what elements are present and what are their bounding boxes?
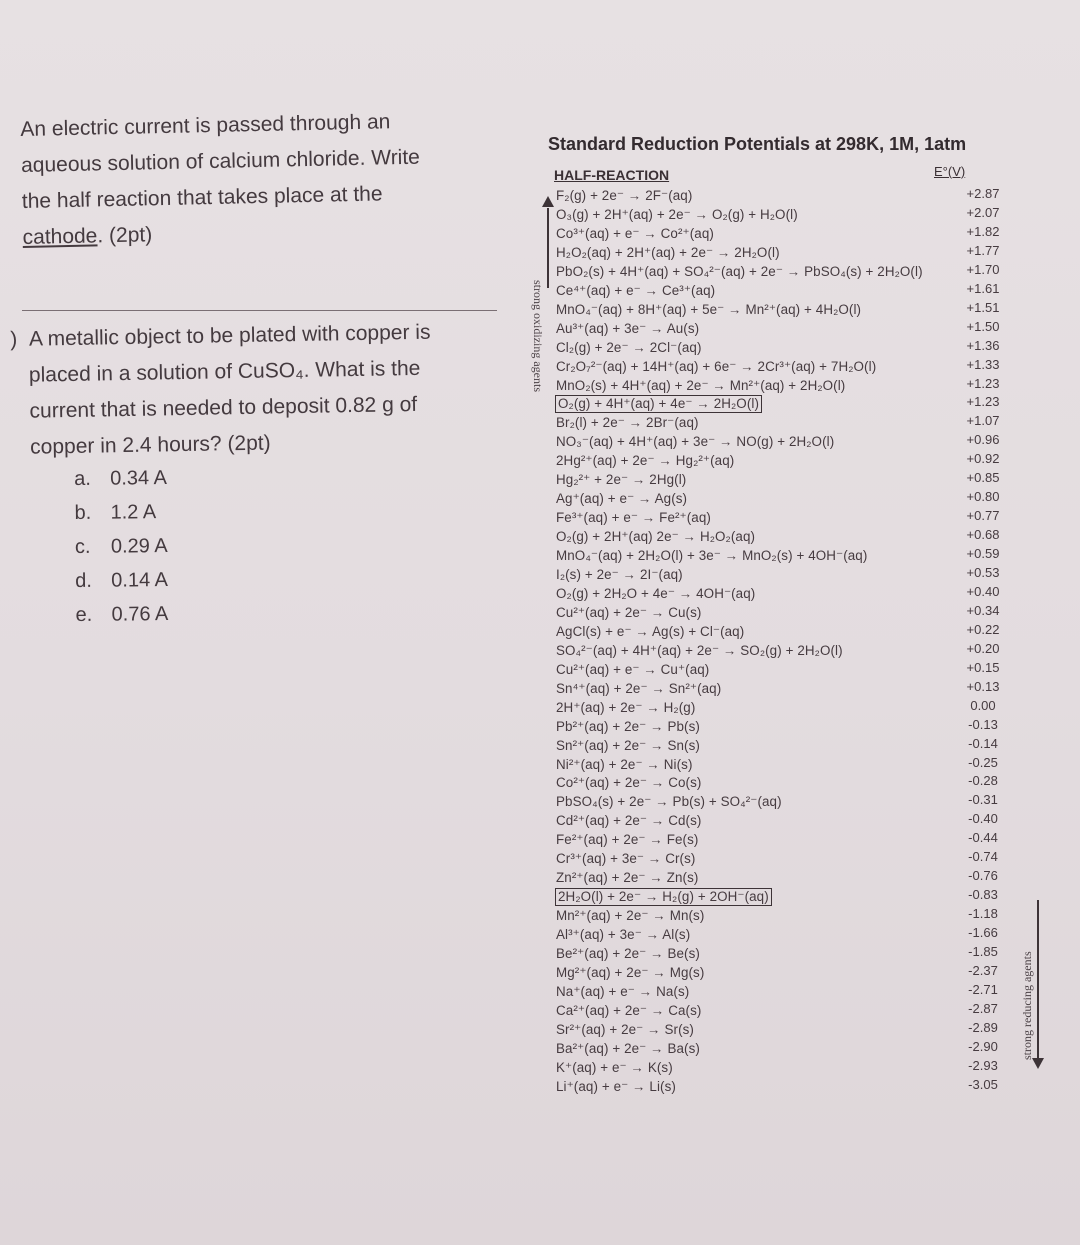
potential-value: +0.92: [966, 451, 1000, 467]
question-2-line: current that is needed to deposit 0.82 g of: [29, 392, 418, 423]
half-reaction: 2H₂O(l) + 2e⁻ → H₂(g) + 2OH⁻(aq): [558, 889, 769, 905]
half-reaction: O₃(g) + 2H⁺(aq) + 2e⁻ → O₂(g) + H₂O(l): [556, 206, 798, 222]
half-reaction: Co²⁺(aq) + 2e⁻ → Co(s): [556, 775, 702, 791]
potential-value: -2.87: [968, 1000, 998, 1016]
potential-value: -2.37: [968, 962, 998, 978]
half-reaction: Au³⁺(aq) + 3e⁻ → Au(s): [556, 320, 700, 336]
half-reaction: K⁺(aq) + e⁻ → K(s): [556, 1059, 673, 1075]
half-reaction: Pb²⁺(aq) + 2e⁻ → Pb(s): [556, 718, 700, 734]
potential-value: -0.40: [968, 811, 998, 827]
potential-value: -0.74: [968, 849, 998, 865]
potential-value: +1.70: [966, 261, 1000, 277]
option-letter: a.: [74, 467, 91, 490]
option-letter: b.: [74, 501, 92, 524]
oxidizing-arrow-line: [547, 208, 549, 288]
potential-value: -0.31: [968, 792, 998, 808]
potential-value: -2.90: [968, 1038, 998, 1054]
half-reaction: O₂(g) + 2H⁺(aq) 2e⁻ → H₂O₂(aq): [556, 529, 756, 545]
potential-value: +1.07: [966, 413, 1000, 429]
half-reaction: MnO₄⁻(aq) + 2H₂O(l) + 3e⁻ → MnO₂(s) + 4OH⁻(aq): [556, 548, 868, 564]
reduction-potential-table: [548, 120, 1018, 1110]
potential-value: +1.23: [966, 394, 1000, 410]
points-label: . (2pt): [97, 223, 153, 248]
potential-value: -1.18: [968, 906, 998, 922]
half-reaction: AgCl(s) + e⁻ → Ag(s) + Cl⁻(aq): [556, 623, 745, 639]
potential-value: +0.13: [966, 678, 1000, 694]
potential-value: +2.07: [966, 204, 1000, 220]
option-letter: e.: [75, 603, 93, 626]
potential-value: -3.05: [968, 1076, 998, 1092]
potential-value: +2.87: [966, 186, 1000, 201]
half-reaction: H₂O₂(aq) + 2H⁺(aq) + 2e⁻ → 2H₂O(l): [556, 244, 780, 260]
half-reaction: 2H⁺(aq) + 2e⁻ → H₂(g): [556, 699, 696, 715]
half-reaction: Cu²⁺(aq) + e⁻ → Cu⁺(aq): [556, 661, 710, 677]
potential-value: -2.71: [968, 981, 998, 997]
question-1-line: the half reaction that takes place at the: [21, 182, 383, 213]
potential-value: +0.22: [966, 621, 1000, 637]
half-reaction: MnO₄⁻(aq) + 8H⁺(aq) + 5e⁻ → Mn²⁺(aq) + 4H₂O(l): [556, 301, 862, 317]
cathode-word: cathode: [22, 224, 98, 249]
potential-value: +1.61: [966, 280, 1000, 296]
potential-value: +0.59: [966, 546, 1000, 562]
potential-value: 0.00: [970, 697, 996, 713]
half-reaction: Ba²⁺(aq) + 2e⁻ → Ba(s): [556, 1040, 700, 1056]
half-reaction: NO₃⁻(aq) + 4H⁺(aq) + 3e⁻ → NO(g) + 2H₂O(l): [556, 434, 835, 450]
answer-options: [74, 461, 168, 632]
potential-value: -1.66: [968, 925, 998, 941]
question-marker: ): [10, 327, 18, 351]
potential-value: +0.20: [966, 640, 1000, 656]
half-reaction: O₂(g) + 4H⁺(aq) + 4e⁻ → 2H₂O(l): [558, 396, 760, 412]
question-1: [20, 102, 503, 256]
potential-value: -0.13: [968, 716, 998, 732]
potential-value: -0.44: [968, 830, 998, 846]
potential-value: -0.14: [968, 735, 998, 751]
half-reaction: Cr₂O₇²⁻(aq) + 14H⁺(aq) + 6e⁻ → 2Cr³⁺(aq) + 7H₂O(l): [556, 358, 877, 374]
option-text: 0.14 A: [111, 569, 169, 592]
potential-value: +0.77: [966, 508, 1000, 524]
potential-value: +0.68: [966, 527, 1000, 543]
potential-value: +1.23: [966, 375, 1000, 391]
potential-value: +1.50: [966, 318, 1000, 334]
half-reaction: Na⁺(aq) + e⁻ → Na(s): [556, 983, 690, 999]
potential-value: +0.96: [966, 432, 1000, 448]
potential-value: +0.80: [966, 489, 1000, 505]
answer-option[interactable]: [75, 529, 168, 564]
half-reaction: Ce⁴⁺(aq) + e⁻ → Ce³⁺(aq): [556, 282, 716, 298]
option-text: 0.76 A: [111, 603, 169, 626]
half-reaction: PbO₂(s) + 4H⁺(aq) + SO₄²⁻(aq) + 2e⁻ → PbSO₄(s) + 2H₂O(l): [556, 263, 923, 279]
half-reaction: Sn²⁺(aq) + 2e⁻ → Sn(s): [556, 737, 700, 753]
half-reaction: Cd²⁺(aq) + 2e⁻ → Cd(s): [556, 813, 702, 829]
potential-value: -2.93: [968, 1057, 998, 1073]
potential-value: +0.34: [966, 602, 1000, 618]
half-reaction: Fe²⁺(aq) + 2e⁻ → Fe(s): [556, 832, 699, 848]
question-2-line: copper in 2.4 hours? (2pt): [29, 431, 271, 459]
half-reaction: Br₂(l) + 2e⁻ → 2Br⁻(aq): [556, 415, 699, 431]
half-reaction: Hg₂²⁺ + 2e⁻ → 2Hg(l): [556, 472, 687, 488]
potential-value: +1.51: [966, 299, 1000, 315]
half-reaction: Be²⁺(aq) + 2e⁻ → Be(s): [556, 946, 700, 961]
option-letter: c.: [74, 535, 91, 558]
answer-option[interactable]: [75, 597, 168, 632]
potential-value: +1.33: [966, 356, 1000, 372]
half-reaction: Al³⁺(aq) + 3e⁻ → Al(s): [556, 927, 691, 943]
potential-value: +0.40: [966, 583, 1000, 599]
answer-option[interactable]: [74, 495, 167, 530]
potential-value: +1.36: [966, 337, 1000, 353]
half-reaction: Ni²⁺(aq) + 2e⁻ → Ni(s): [556, 756, 693, 772]
half-reaction: 2Hg²⁺(aq) + 2e⁻ → Hg₂²⁺(aq): [556, 453, 735, 469]
half-reaction: Ca²⁺(aq) + 2e⁻ → Ca(s): [556, 1002, 702, 1018]
half-reaction: O₂(g) + 2H₂O + 4e⁻ → 4OH⁻(aq): [556, 585, 756, 601]
half-reaction: Mg²⁺(aq) + 2e⁻ → Mg(s): [556, 964, 705, 980]
potential-header: E°(V): [934, 164, 966, 179]
half-reaction: I₂(s) + 2e⁻ → 2I⁻(aq): [556, 567, 683, 582]
half-reaction: PbSO₄(s) + 2e⁻ → Pb(s) + SO₄²⁻(aq): [556, 794, 782, 810]
half-reaction: Zn²⁺(aq) + 2e⁻ → Zn(s): [556, 870, 699, 886]
question-2-line: placed in a solution of CuSO₄. What is the: [28, 356, 421, 387]
potential-value: +1.82: [966, 223, 1000, 239]
arrow-up-icon: [542, 196, 554, 207]
half-reaction: Cr³⁺(aq) + 3e⁻ → Cr(s): [556, 851, 696, 867]
potential-value: +1.77: [966, 242, 1000, 258]
half-reaction: Sr²⁺(aq) + 2e⁻ → Sr(s): [556, 1021, 694, 1037]
half-reaction: Co³⁺(aq) + e⁻ → Co²⁺(aq): [556, 225, 714, 241]
option-text: 0.34 A: [110, 467, 168, 490]
question-2-text: A metallic object to be plated with copper is: [28, 320, 431, 351]
reducing-agents-label: strong reducing agents: [1020, 951, 1034, 1060]
potential-value: -2.89: [968, 1019, 998, 1035]
half-reaction: SO₄²⁻(aq) + 4H⁺(aq) + 2e⁻ → SO₂(g) + 2H₂O(l): [556, 642, 843, 658]
half-reaction: Fe³⁺(aq) + e⁻ → Fe²⁺(aq): [556, 510, 711, 526]
question-1-line: An electric current is passed through an: [20, 110, 391, 141]
potential-value: +0.85: [966, 470, 1000, 486]
reducing-arrow-line: [1037, 900, 1039, 1060]
answer-option[interactable]: [75, 563, 168, 598]
potential-value: +0.15: [966, 659, 1000, 675]
answer-option[interactable]: [74, 461, 167, 496]
potential-value: -0.28: [968, 773, 998, 789]
half-reaction: Cl₂(g) + 2e⁻ → 2Cl⁻(aq): [556, 339, 702, 355]
potential-value: -1.85: [968, 944, 998, 959]
half-reaction: Li⁺(aq) + e⁻ → Li(s): [556, 1078, 676, 1094]
half-reaction: Sn⁴⁺(aq) + 2e⁻ → Sn²⁺(aq): [556, 680, 722, 696]
divider-line: [22, 310, 497, 311]
half-reaction: MnO₂(s) + 4H⁺(aq) + 2e⁻ → Mn²⁺(aq) + 2H₂O(l): [556, 377, 846, 393]
potential-value: -0.76: [968, 868, 998, 884]
half-reaction-header: HALF-REACTION: [554, 167, 670, 183]
half-reaction: Mn²⁺(aq) + 2e⁻ → Mn(s): [556, 908, 705, 924]
potential-value: -0.25: [968, 754, 998, 770]
oxidizing-agents-label: strong oxidizing agents: [531, 280, 545, 392]
potential-value: +0.53: [966, 565, 1000, 580]
option-text: 0.29 A: [110, 535, 168, 558]
half-reaction: Cu²⁺(aq) + 2e⁻ → Cu(s): [556, 604, 702, 620]
question-1-line: aqueous solution of calcium chloride. Write: [20, 145, 421, 177]
question-2: [10, 313, 502, 466]
potential-value: -0.83: [968, 887, 998, 903]
option-text: 1.2 A: [110, 501, 157, 524]
option-letter: d.: [75, 569, 93, 592]
half-reaction: Ag⁺(aq) + e⁻ → Ag(s): [556, 491, 688, 507]
table-title: Standard Reduction Potentials at 298K, 1M, 1atm: [548, 134, 967, 154]
half-reaction: F₂(g) + 2e⁻ → 2F⁻(aq): [556, 188, 693, 203]
